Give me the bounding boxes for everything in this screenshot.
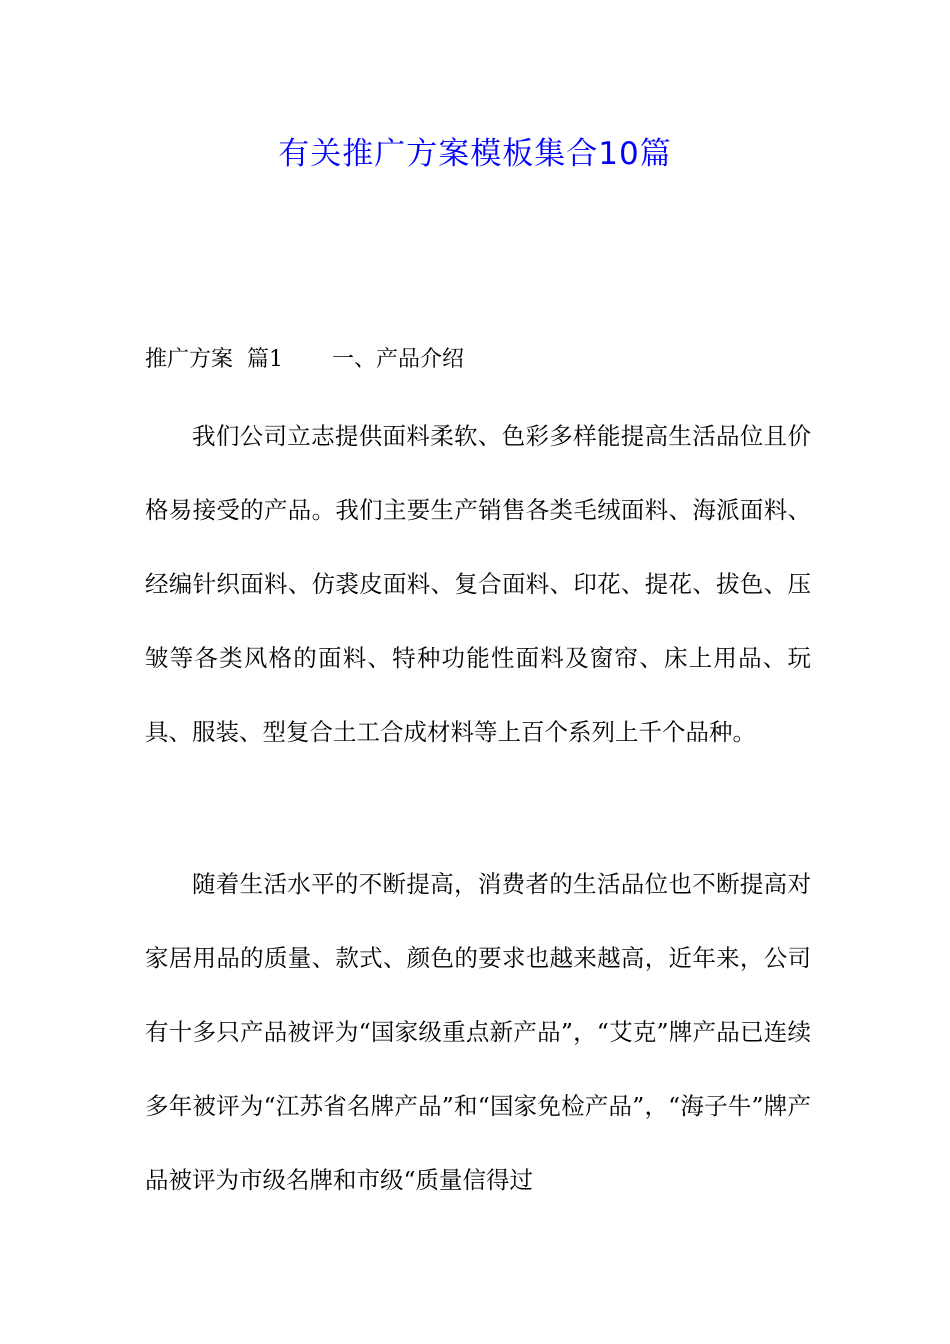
paragraph-product-intro: 我们公司立志提供面料柔软、色彩多样能提高生活品位且价格易接受的产品。我们主要生产销售各类毛绒面料、海派面料、经编针织面料、仿裘皮面料、复合面料、印花、提花、拔色、压皱等各类风格的面料、特种功能性面料及窗帘、床上用品、玩具、服装、型复合土工合成材料等上百个系列上千个品种。 (145, 422, 811, 746)
section-label: 推广方案 (145, 347, 234, 372)
section-number: 篇1 (247, 347, 284, 372)
document-title: 有关推广方案模板集合10篇 (278, 136, 672, 172)
section-heading (145, 343, 464, 377)
paragraph-quality: 随着生活水平的不断提高，消费者的生活品位也不断提高对家居用品的质量、款式、颜色的要求也越来越高，近年来，公司有十多只产品被评为“国家级重点新产品”，“艾克”牌产品已连续多年被评为“江苏省名牌产品”和“国家免检产品”，“海子牛”牌产品被评为市级名牌和市级“质量信得过 (145, 870, 811, 1194)
subsection-heading: 一、产品介绍 (331, 347, 464, 372)
